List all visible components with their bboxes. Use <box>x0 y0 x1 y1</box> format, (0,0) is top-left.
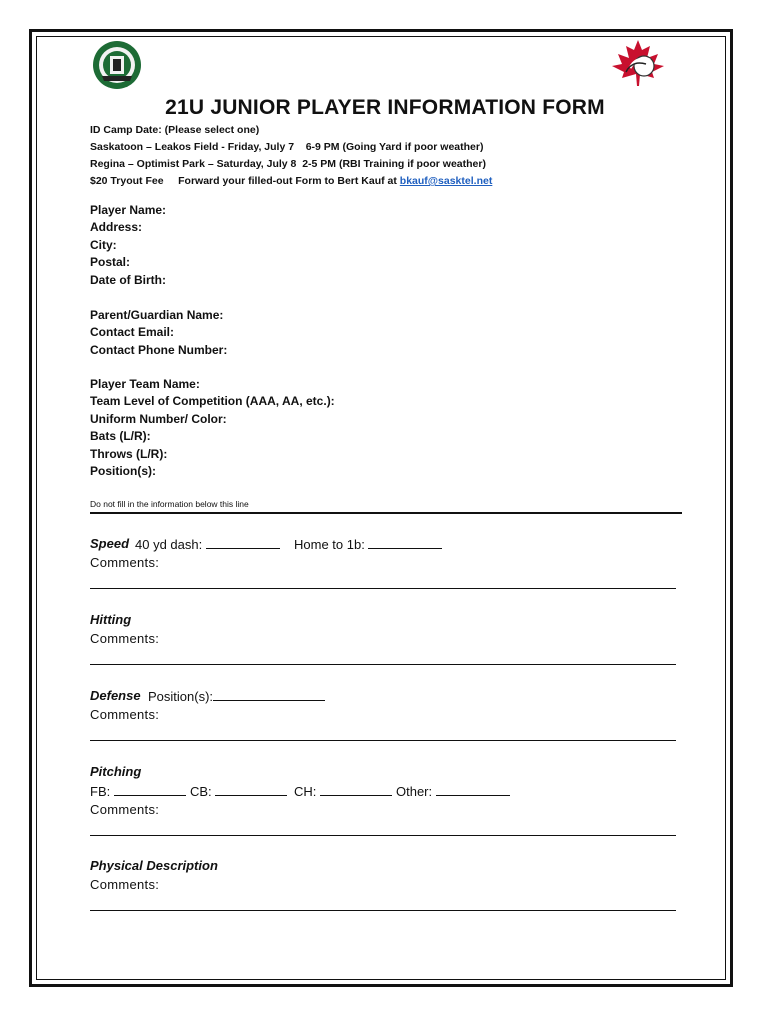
cb-blank[interactable] <box>215 783 287 796</box>
hitting-comment-line[interactable] <box>90 664 676 665</box>
tryout-fee <box>90 175 492 187</box>
pitching-comment-line[interactable] <box>90 835 676 836</box>
field-parent-name: Parent/Guardian Name: <box>90 308 224 322</box>
fee-text: $20 Tryout Fee Forward your filled-out Form to Bert Kauf at <box>90 175 400 187</box>
dash-blank[interactable] <box>206 536 280 549</box>
dash-label: 40 yd dash: <box>135 536 280 552</box>
pitch-other: Other: <box>396 783 510 799</box>
positions-blank[interactable] <box>213 688 325 701</box>
section-pitching: Pitching <box>90 764 142 779</box>
pitch-ch: CH: <box>294 783 392 799</box>
field-postal: Postal: <box>90 255 131 269</box>
field-throws: Throws (L/R): <box>90 447 168 461</box>
fb-blank[interactable] <box>114 783 186 796</box>
physical-comments: Comments: <box>90 877 160 892</box>
club-emblem-icon <box>92 40 142 90</box>
home-label: Home to 1b: <box>294 536 442 552</box>
field-uniform: Uniform Number/ Color: <box>90 412 227 426</box>
defense-positions: Position(s): <box>148 688 325 704</box>
form-title: 21U JUNIOR PLAYER INFORMATION FORM <box>165 96 605 119</box>
defense-comments: Comments: <box>90 707 160 722</box>
speed-comments: Comments: <box>90 555 160 570</box>
other-blank[interactable] <box>436 783 510 796</box>
camp-regina: Regina – Optimist Park – Saturday, July 8 2-5 PM (RBI Training if poor weather) <box>90 158 486 170</box>
defense-comment-line[interactable] <box>90 740 676 741</box>
office-use-note: Do not fill in the information below this line <box>90 499 249 509</box>
section-physical: Physical Description <box>90 858 218 873</box>
camp-saskatoon: Saskatoon – Leakos Field - Friday, July 7 6-9 PM (Going Yard if poor weather) <box>90 141 484 153</box>
field-contact-email: Contact Email: <box>90 325 175 339</box>
speed-title: Speed <box>90 536 130 551</box>
pitching-comments: Comments: <box>90 802 160 817</box>
email-link[interactable]: bkauf@sasktel.net <box>399 175 493 187</box>
field-contact-phone: Contact Phone Number: <box>90 343 228 357</box>
ch-blank[interactable] <box>320 783 392 796</box>
pitch-cb: CB: <box>190 783 287 799</box>
field-address: Address: <box>90 220 143 234</box>
camp-heading: ID Camp Date: (Please select one) <box>90 124 260 136</box>
field-bats: Bats (L/R): <box>90 429 151 443</box>
section-defense: Defense <box>90 688 141 703</box>
pitch-fb: FB: <box>90 783 186 799</box>
field-team-level: Team Level of Competition (AAA, AA, etc.): <box>90 394 335 408</box>
speed-comment-line[interactable] <box>90 588 676 589</box>
field-player-name: Player Name: <box>90 203 167 217</box>
home-blank[interactable] <box>368 536 442 549</box>
section-speed <box>90 536 129 551</box>
hitting-comments: Comments: <box>90 631 160 646</box>
field-city: City: <box>90 238 117 252</box>
field-team-name: Player Team Name: <box>90 377 200 391</box>
maple-leaf-baseball-icon <box>606 38 670 88</box>
field-date-of-birth: Date of Birth: <box>90 273 166 287</box>
divider-line <box>90 512 682 514</box>
physical-comment-line[interactable] <box>90 910 676 911</box>
field-positions: Position(s): <box>90 464 156 478</box>
section-hitting: Hitting <box>90 612 132 627</box>
